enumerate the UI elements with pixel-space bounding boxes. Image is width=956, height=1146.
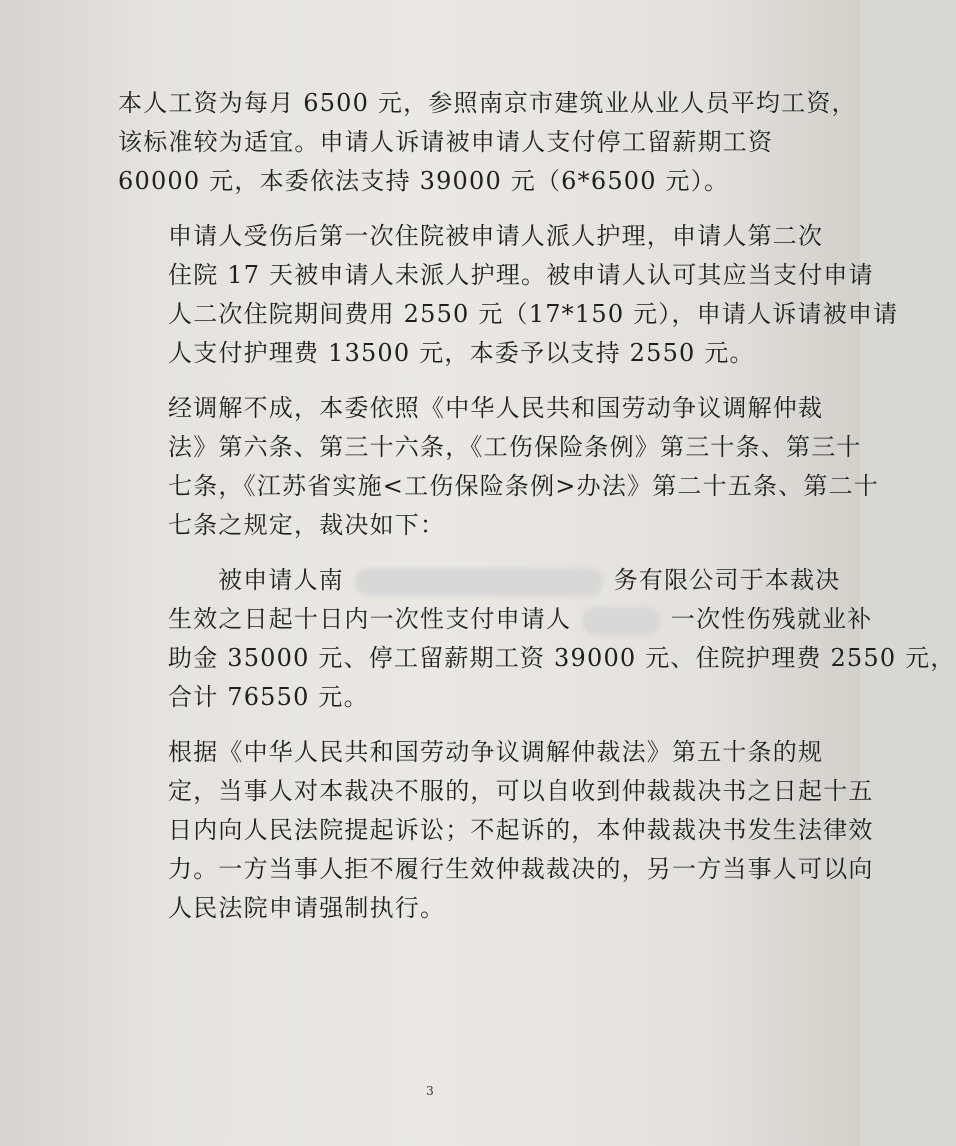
text-line: 住院 17 天被申请人未派人护理。被申请人认可其应当支付申请 <box>168 261 874 289</box>
paragraph-wage-standard <box>118 84 857 201</box>
text-line: 根据《中华人民共和国劳动争议调解仲裁法》第五十条的规 <box>168 738 824 766</box>
text-line: 日内向人民法院提起诉讼；不起诉的，本仲裁裁决书发生法律效 <box>168 816 874 844</box>
ruling-line-with-redaction <box>118 600 873 639</box>
text-line: 申请人受伤后第一次住院被申请人派人护理，申请人第二次 <box>168 222 824 250</box>
redacted-company-name <box>355 568 603 596</box>
ruling-line-with-redaction <box>168 561 841 600</box>
text-line: 法》第六条、第三十六条，《工伤保险条例》第三十条、第三十 <box>168 433 862 461</box>
text-line: 定，当事人对本裁决不服的，可以自收到仲裁裁决书之日起十五 <box>168 777 874 805</box>
text-line: 经调解不成，本委依照《中华人民共和国劳动争议调解仲裁 <box>168 394 824 422</box>
text-line: 助金 35000 元、停工留薪期工资 39000 元、住院护理费 2550 元， <box>168 644 956 672</box>
ruling-line-suffix: 务有限公司于本裁决 <box>613 566 841 594</box>
ruling-line-prefix: 被申请人南 <box>218 566 344 594</box>
page-number: 3 <box>426 1084 434 1098</box>
text-line: 该标准较为适宜。申请人诉请被申请人支付停工留薪期工资 <box>118 128 774 156</box>
document-body <box>118 84 956 944</box>
redacted-applicant-name <box>582 607 660 635</box>
paragraph-nursing-fee <box>118 217 899 373</box>
paragraph-appeal-rights <box>118 733 874 928</box>
text-line: 合计 76550 元。 <box>168 683 369 711</box>
ruling-line-prefix: 生效之日起十日内一次性支付申请人 <box>168 605 572 633</box>
text-line: 人支付护理费 13500 元，本委予以支持 2550 元。 <box>168 339 755 367</box>
text-line: 人民法院申请强制执行。 <box>168 894 446 922</box>
paragraph-legal-basis <box>118 389 880 545</box>
paragraph-ruling <box>118 561 956 717</box>
text-line: 60000 元，本委依法支持 39000 元（6*6500 元）。 <box>118 167 730 195</box>
ruling-line-suffix: 一次性伤残就业补 <box>670 605 873 633</box>
text-line: 本人工资为每月 6500 元，参照南京市建筑业从业人员平均工资， <box>118 89 857 117</box>
text-line: 七条之规定，裁决如下： <box>168 511 446 539</box>
text-line: 力。一方当事人拒不履行生效仲裁裁决的，另一方当事人可以向 <box>168 855 874 883</box>
text-line: 七条，《江苏省实施<工伤保险条例>办法》第二十五条、第二十 <box>168 472 880 500</box>
text-line: 人二次住院期间费用 2550 元（17*150 元），申请人诉请被申请 <box>168 300 899 328</box>
